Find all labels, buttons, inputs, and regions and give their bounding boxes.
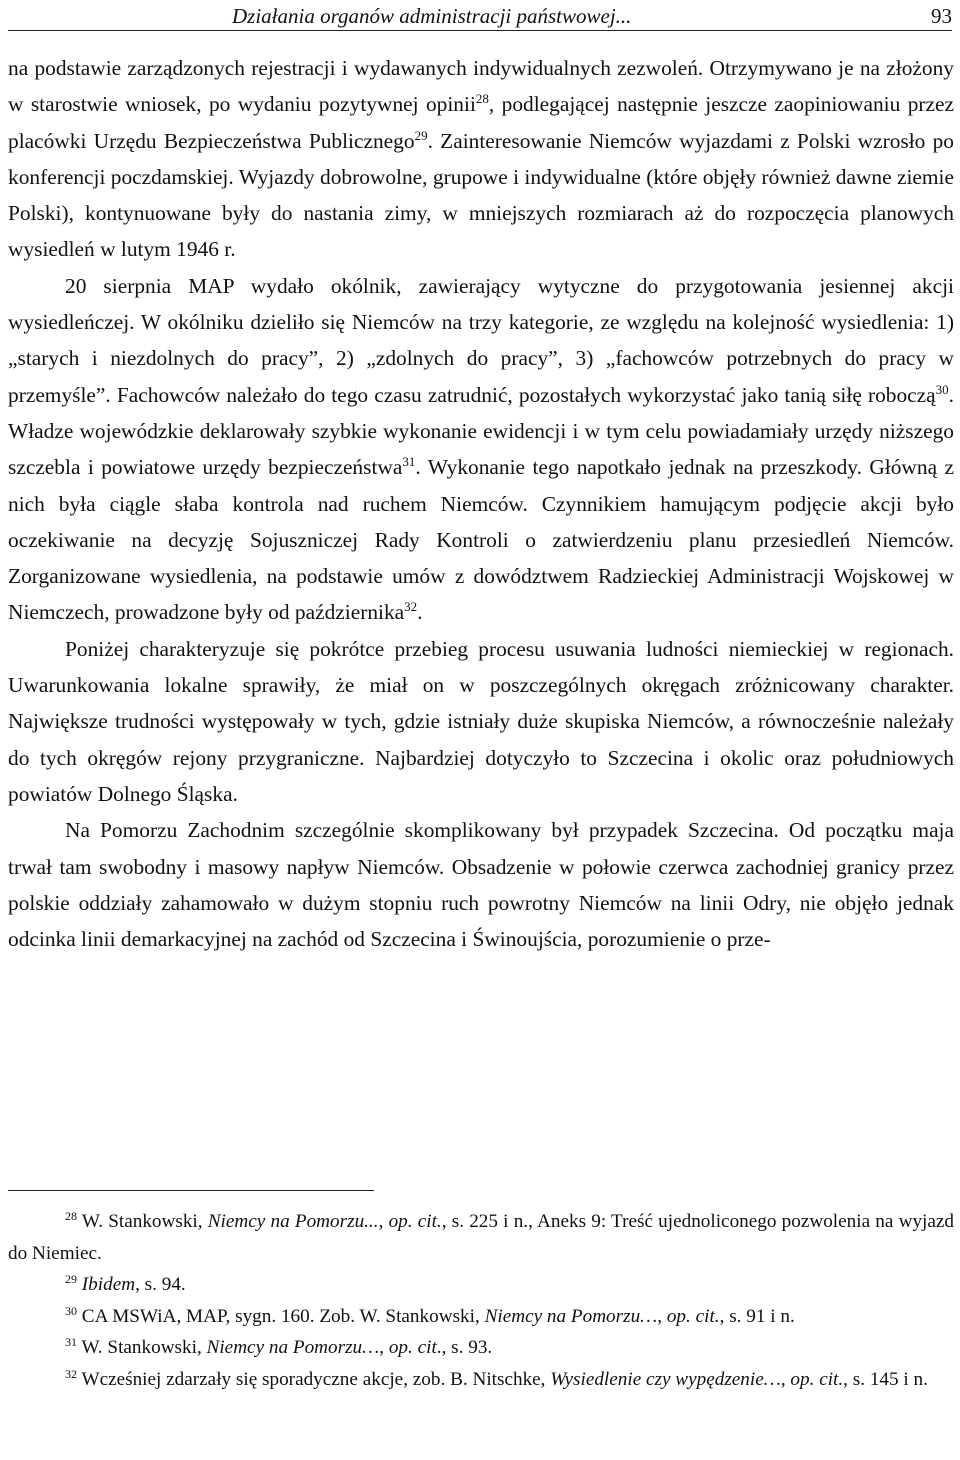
body-paragraph bbox=[8, 268, 954, 631]
italic-text: Niemcy na Pomorzu… bbox=[484, 1305, 658, 1327]
text-run: W. Stankowski, bbox=[81, 1337, 207, 1358]
text-run: , bbox=[378, 1211, 389, 1232]
text-run: Wcześniej zdarzały się sporadyczne akcje, zob. B. Nitschke, bbox=[81, 1368, 551, 1390]
footnote-ref: 28 bbox=[475, 91, 489, 107]
footnote-ref: 30 bbox=[935, 381, 949, 397]
main-text bbox=[8, 50, 954, 957]
text-run: . Wykonanie tego napotkało jednak na przeszkody. Główną z nich była ciągle słaba kontrola nad ruchem Niemców. Czynnikiem hamującym podjęcie akcji było oczekiwanie na decyzję Sojuszniczej Rady Kontroli o zatwierdzeniu planu przesiedleń Niemców. Zorganizowane wysiedlenia, na podstawie umów z dowództwem Radzieckiej Administracji Wojskowej w Niemczech, prowadzone były od października bbox=[8, 455, 954, 625]
footnote bbox=[8, 1206, 954, 1269]
text-run: Poniżej charakteryzuje się pokrótce przebieg procesu usuwania ludności niemieckiej w regionach. Uwarunkowania lokalne sprawiły, że miał on w poszczególnych okręgach zróżnicowany charakter. Największe trudności występowały w tych, gdzie istniały duże skupiska Niemców, a równocześnie należały do tych okręgów rejony przygraniczne. Najbardziej dotyczyło to Szczecina i okolic oraz południowych powiatów Dolnego Śląska. bbox=[8, 636, 954, 806]
text-run: ., s. 93. bbox=[436, 1337, 493, 1358]
text-run: Na Pomorzu Zachodnim szczególnie skomplikowany był przypadek Szczecina. Od początku maja trwał tam swobodny i masowy napływ Niemców. Obsadzenie w połowie czerwca zachodniej granicy przez polskie oddziały zahamowało w dużym stopniu ruch powrotny Niemców na linii Odry, nie objęło jednak odcinka linii demarkacyjnej na zachód od Szczecina i Świnoujścia, porozumienie o prze- bbox=[8, 818, 954, 952]
running-header bbox=[8, 4, 952, 31]
footnote-ref: 29 bbox=[414, 127, 428, 143]
text-run: . bbox=[417, 600, 423, 625]
text-run: , s. 91 i n. bbox=[719, 1305, 795, 1327]
running-title: Działania organów administracji państwowej... bbox=[232, 4, 632, 28]
text-run: . Władze wojewódzkie deklarowały szybkie wykonanie ewidencji i w tym celu powiadamiały urzędy niższego szczebla i powiatowe urzędy bezpieczeństwa bbox=[8, 382, 954, 480]
text-run: W. Stankowski, bbox=[81, 1211, 208, 1232]
footnote-separator bbox=[8, 1190, 374, 1191]
body-paragraph bbox=[8, 631, 954, 812]
italic-text: Ibidem bbox=[81, 1274, 136, 1295]
text-run: 20 sierpnia MAP wydało okólnik, zawierający wytyczne do przygotowania jesiennej akcji wysiedleńczej. W okólniku dzieliło się Niemców na trzy kategorie, ze względu na kolejność wysiedlenia: 1) „starych i niezdolnych do pracy”, 2) „zdolnych do pracy”, 3) „fachowców potrzebnych do pracy w przemyśle”. Fachowców należało do tego czasu zatrudnić, pozostałych wykorzystać jako tanią siłę roboczą bbox=[8, 273, 954, 407]
text-run: , s. 145 i n. bbox=[843, 1368, 928, 1390]
text-run: . Zainteresowanie Niemców wyjazdami z Polski wzrosło po konferencji poczdamskiej. Wyjazdy dobrowolne, grupowe i indywidualne (które objęły również dawne ziemie Polski), kontynuowane były do nastania zimy, w mniejszych rozmiarach aż do rozpoczęcia planowych wysiedleń w lutym 1946 r. bbox=[8, 128, 954, 262]
footnote-ref: 32 bbox=[404, 599, 418, 615]
italic-text: op. cit bbox=[388, 1337, 437, 1358]
footnote bbox=[8, 1364, 954, 1396]
italic-text: Niemcy na Pomorzu... bbox=[207, 1211, 379, 1232]
footnote-number: 30 bbox=[65, 1303, 77, 1318]
footnote bbox=[8, 1269, 954, 1301]
text-run: , s. 225 i n., Aneks 9: Treść ujednoliconego pozwolenia na wyjazd do Niemiec. bbox=[8, 1211, 955, 1264]
page-number: 93 bbox=[931, 4, 952, 28]
text-run: , bbox=[780, 1368, 791, 1390]
italic-text: op. cit. bbox=[388, 1211, 442, 1232]
text-run: na podstawie zarządzonych rejestracji i wydawanych indywidualnych zezwoleń. Otrzymywano je na złożony w starostwie wniosek, po wydaniu pozytywnej opinii bbox=[8, 56, 954, 117]
footnote-number: 28 bbox=[65, 1209, 77, 1223]
text-run: , bbox=[657, 1305, 667, 1327]
footnote bbox=[8, 1332, 954, 1364]
text-run: , s. 94. bbox=[135, 1274, 186, 1295]
italic-text: Wysiedlenie czy wypędzenie… bbox=[550, 1368, 781, 1390]
italic-text: op. cit. bbox=[666, 1305, 720, 1327]
footnotes bbox=[8, 1206, 954, 1395]
footnote-ref: 31 bbox=[402, 454, 416, 470]
italic-text: op. cit. bbox=[790, 1368, 844, 1390]
footnote bbox=[8, 1301, 954, 1333]
footnote-number: 32 bbox=[65, 1366, 77, 1381]
body-paragraph bbox=[8, 812, 954, 957]
footnote-number: 29 bbox=[65, 1272, 77, 1286]
body-paragraph bbox=[8, 50, 954, 268]
italic-text: Niemcy na Pomorzu… bbox=[206, 1337, 380, 1358]
text-run: , podlegającej następnie jeszcze zaopiniowaniu przez placówki Urzędu Bezpieczeństwa Publicznego bbox=[8, 92, 955, 153]
text-run: , bbox=[379, 1337, 389, 1358]
footnote-number: 31 bbox=[65, 1335, 77, 1349]
text-run: CA MSWiA, MAP, sygn. 160. Zob. W. Stankowski, bbox=[81, 1305, 485, 1327]
